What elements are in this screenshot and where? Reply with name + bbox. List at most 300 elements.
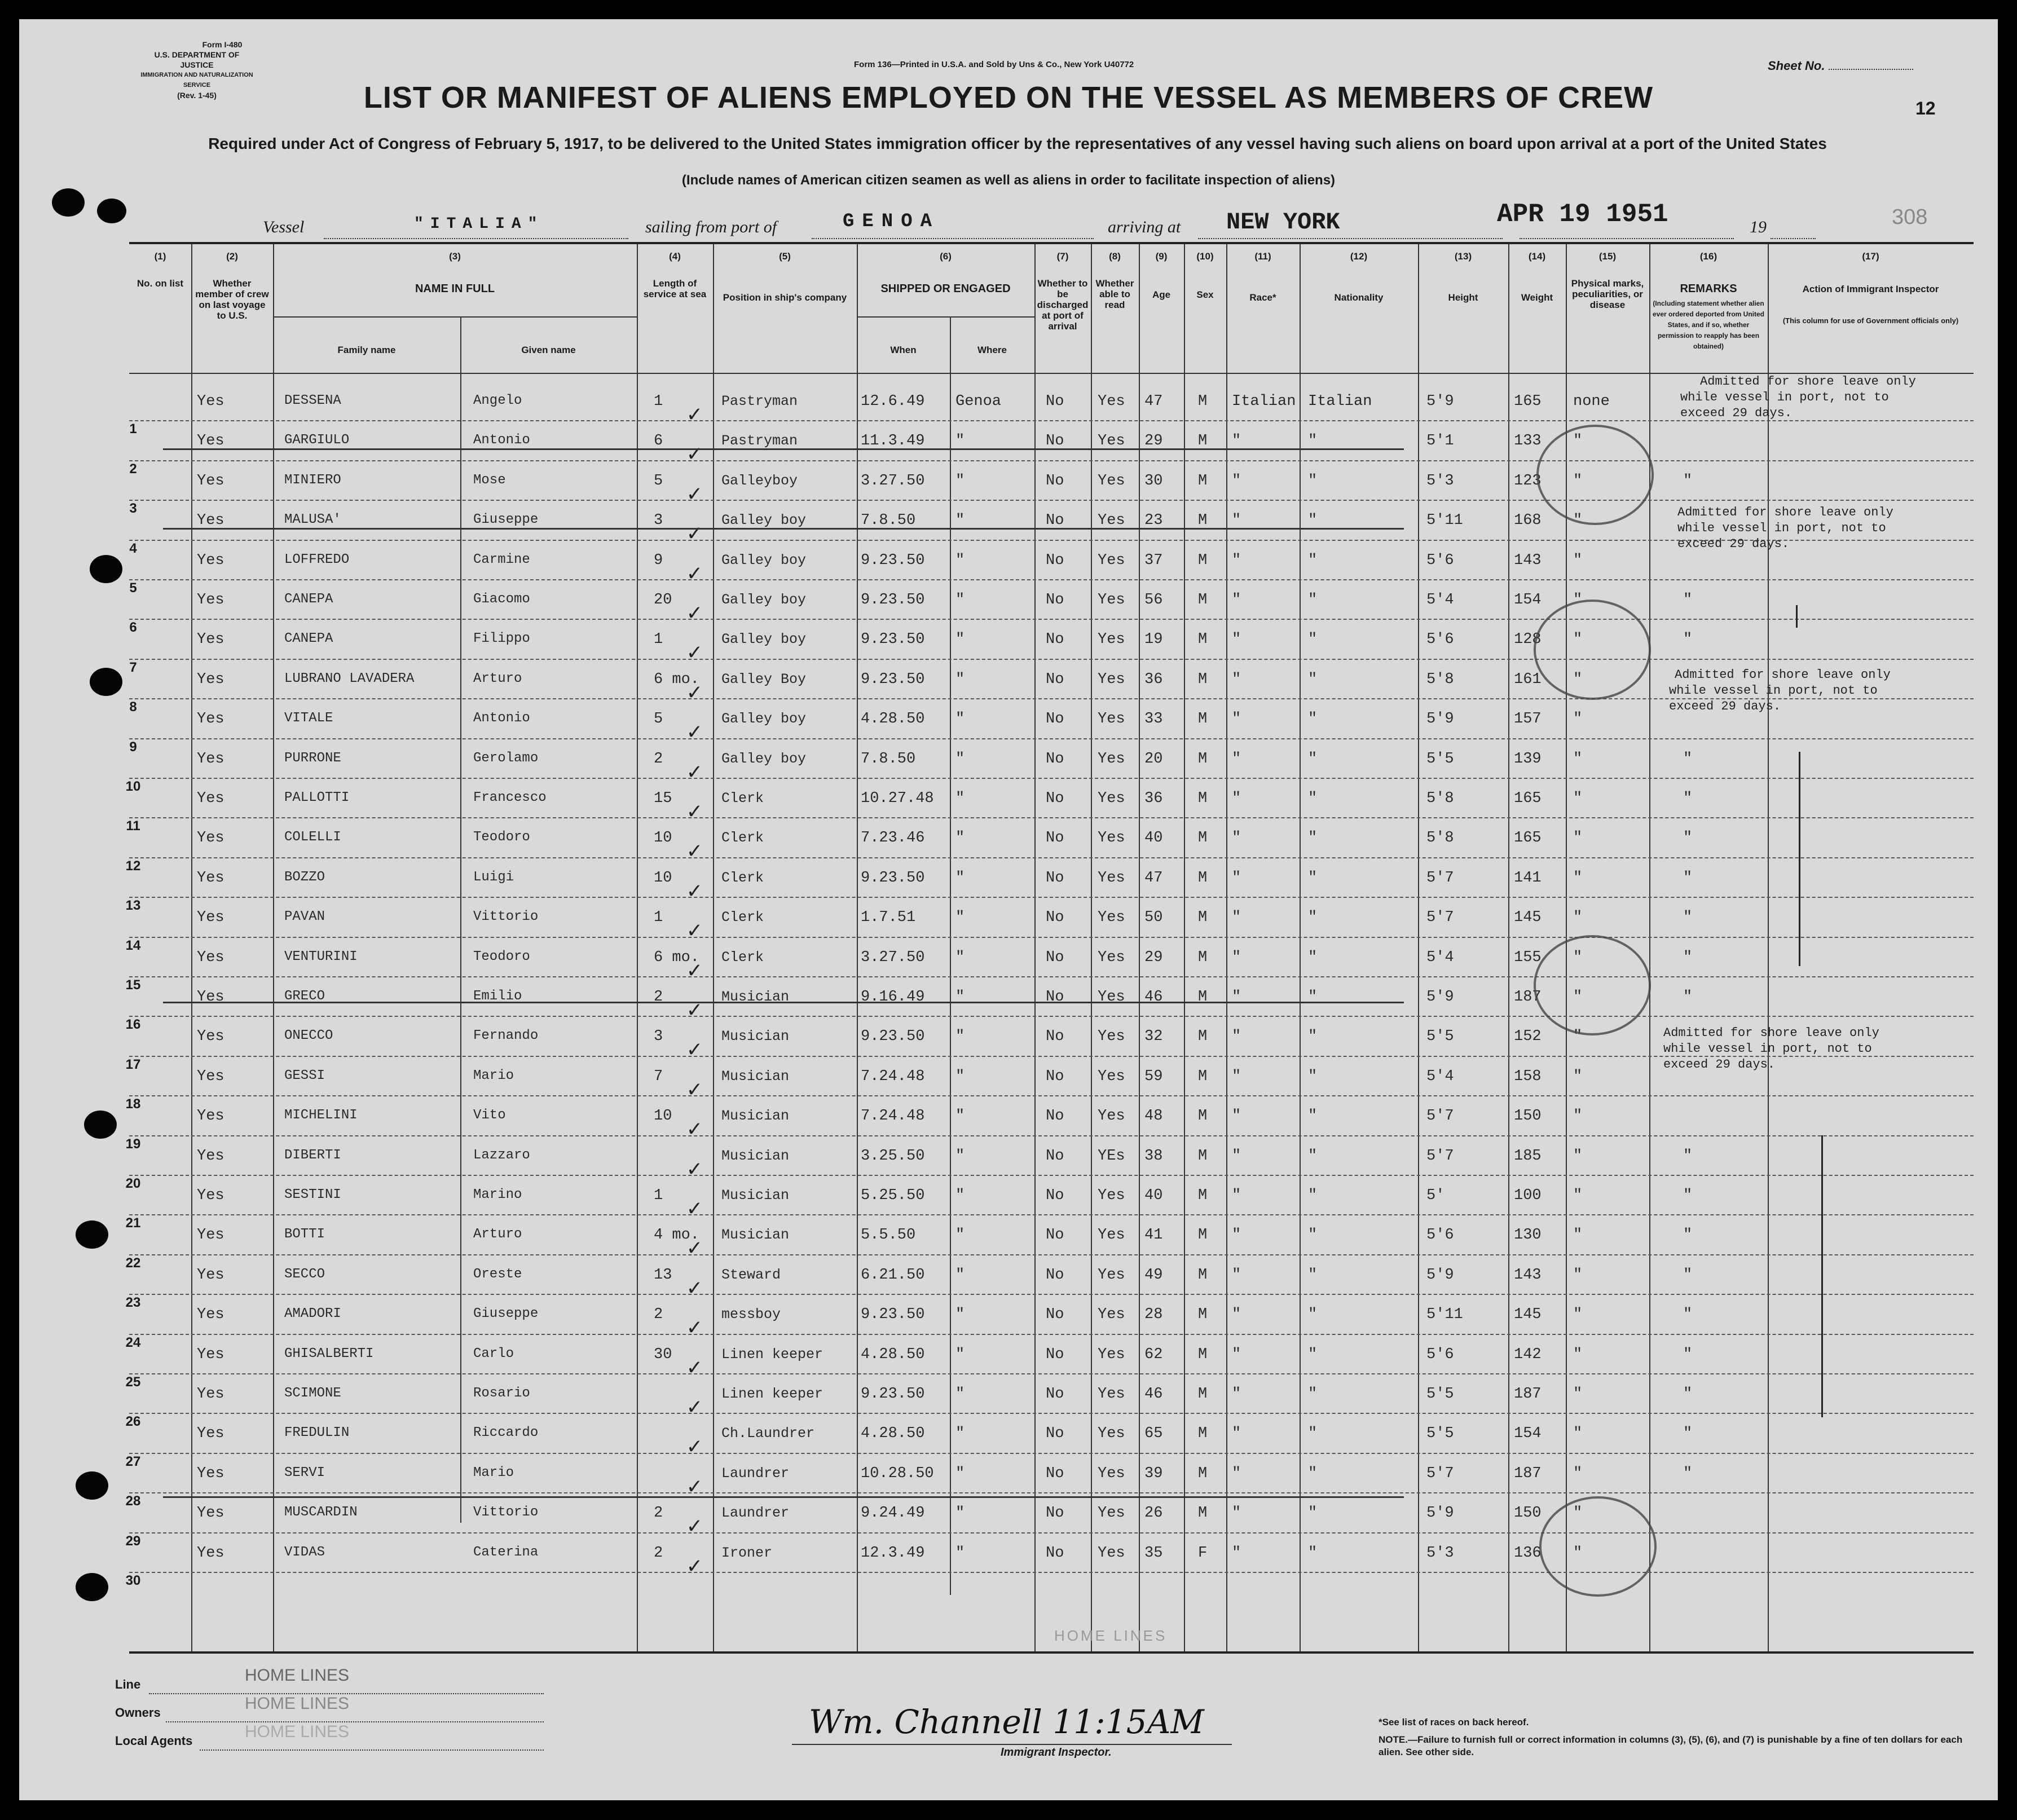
- weight-cell: 133: [1514, 433, 1542, 450]
- stamp-number: 308: [1892, 205, 1928, 229]
- family-name-cell: SESTINI: [284, 1187, 341, 1202]
- shipped-where-cell: ": [955, 1108, 965, 1125]
- remarks-ditto: ": [1683, 592, 1693, 609]
- prev-voyage-cell: Yes: [197, 1266, 224, 1284]
- discharged-cell: No: [1046, 671, 1064, 688]
- column-number-3: (3): [449, 251, 461, 262]
- prev-voyage-cell: Yes: [197, 1465, 224, 1482]
- family-split: [460, 373, 461, 1523]
- shipped-when-cell: 9.16.49: [861, 989, 925, 1006]
- height-cell: 5'3: [1426, 472, 1454, 490]
- prev-voyage-cell: Yes: [197, 1544, 224, 1562]
- row-number: 19: [125, 1136, 141, 1152]
- remarks-ditto: ": [1683, 830, 1693, 847]
- shipped-where-cell: ": [955, 512, 965, 530]
- race-cell: ": [1232, 472, 1241, 490]
- position-cell: Musician: [721, 1147, 790, 1164]
- nationality-cell: ": [1308, 671, 1318, 688]
- check-mark-icon: ✓: [688, 1197, 702, 1223]
- shipped-when-cell: 12.6.49: [861, 393, 925, 410]
- shipped-split: [950, 316, 951, 1595]
- position-cell: Musician: [721, 1227, 790, 1244]
- physical-marks-cell: ": [1573, 869, 1583, 887]
- shipped-where-cell: ": [955, 1306, 965, 1324]
- age-cell: 59: [1144, 1068, 1163, 1085]
- shipped-when-cell: 3.27.50: [861, 472, 925, 490]
- family-name-cell: PAVAN: [284, 909, 325, 925]
- check-mark-icon: ✓: [688, 840, 702, 866]
- position-cell: Ironer: [721, 1544, 773, 1561]
- weight-cell: 145: [1514, 909, 1542, 927]
- discharged-cell: No: [1046, 989, 1064, 1006]
- length-of-service-cell: 15: [654, 790, 672, 807]
- column-header-2: Whether member of crew on last voyage to U.S.: [195, 278, 269, 321]
- length-of-service-cell: 1: [654, 1187, 663, 1204]
- height-cell: 5'8: [1426, 790, 1454, 807]
- remarks-ditto: ": [1683, 1187, 1693, 1204]
- family-name-cell: CANEPA: [284, 592, 333, 607]
- sex-cell: M: [1198, 830, 1208, 847]
- check-mark-icon: ✓: [688, 721, 702, 747]
- row-rule: [129, 1135, 1974, 1136]
- row-number: 16: [125, 1017, 141, 1033]
- row-rule: [129, 976, 1974, 977]
- shipped-where-cell: ": [955, 1386, 965, 1403]
- discharged-cell: No: [1046, 1068, 1064, 1085]
- inspector-mark: [1799, 752, 1800, 966]
- physical-marks-cell: ": [1573, 1386, 1583, 1403]
- strike-row-30: [163, 1496, 1404, 1498]
- position-cell: messboy: [721, 1306, 781, 1323]
- sex-cell: M: [1198, 869, 1208, 887]
- physical-marks-cell: ": [1573, 949, 1583, 966]
- discharged-cell: No: [1046, 1227, 1064, 1244]
- given-name-cell: Emilio: [473, 989, 522, 1004]
- sex-cell: M: [1198, 949, 1208, 966]
- race-cell: ": [1232, 1425, 1241, 1443]
- able-to-read-cell: Yes: [1098, 393, 1125, 410]
- shipped-when-cell: 7.23.46: [861, 830, 925, 847]
- shipped-when-cell: 6.21.50: [861, 1266, 925, 1284]
- age-cell: 20: [1144, 750, 1163, 768]
- discharged-cell: No: [1046, 631, 1064, 649]
- column-number-6: (6): [940, 251, 952, 262]
- remarks-ditto: ": [1683, 909, 1693, 927]
- check-mark-icon: ✓: [688, 1316, 702, 1342]
- height-cell: 5'11: [1426, 1306, 1463, 1324]
- given-name-cell: Giuseppe: [473, 512, 539, 528]
- column-rule: [1034, 244, 1036, 1651]
- shipped-where-cell: ": [955, 869, 965, 887]
- race-cell: ": [1232, 1266, 1241, 1284]
- row-number: 17: [125, 1056, 141, 1072]
- height-cell: 5'3: [1426, 1544, 1454, 1562]
- height-cell: 5': [1426, 1187, 1445, 1204]
- row-number: 21: [125, 1215, 141, 1231]
- column-header-10: Sex: [1196, 289, 1214, 300]
- physical-marks-cell: none: [1573, 393, 1610, 410]
- prev-voyage-cell: Yes: [197, 1108, 224, 1125]
- remarks-ditto: ": [1683, 949, 1693, 966]
- year-field-line: [1771, 238, 1816, 239]
- column-number-1: (1): [154, 251, 166, 262]
- check-mark-icon: ✓: [688, 562, 702, 588]
- sex-cell: M: [1198, 512, 1208, 530]
- agents-value: HOME LINES: [245, 1722, 350, 1741]
- discharged-cell: No: [1046, 1306, 1064, 1324]
- row-number: 20: [125, 1176, 141, 1191]
- length-of-service-cell: 10: [654, 1108, 672, 1125]
- height-cell: 5'5: [1426, 1425, 1454, 1443]
- shipped-where-cell: ": [955, 472, 965, 490]
- watermark-home-lines: HOME LINES: [1054, 1627, 1168, 1644]
- able-to-read-cell: Yes: [1098, 671, 1125, 688]
- able-to-read-cell: Yes: [1098, 869, 1125, 887]
- discharged-cell: No: [1046, 1266, 1064, 1284]
- given-name-cell: Filippo: [473, 631, 530, 647]
- physical-marks-cell: ": [1573, 433, 1583, 450]
- prev-voyage-cell: Yes: [197, 592, 224, 609]
- position-cell: Musician: [721, 1187, 790, 1204]
- prev-voyage-cell: Yes: [197, 869, 224, 887]
- length-of-service-cell: 9: [654, 552, 663, 569]
- given-name-cell: Lazzaro: [473, 1147, 530, 1163]
- height-cell: 5'4: [1426, 592, 1454, 609]
- age-cell: 26: [1144, 1505, 1163, 1522]
- physical-marks-cell: ": [1573, 1068, 1583, 1085]
- race-cell: ": [1232, 711, 1241, 728]
- discharged-cell: No: [1046, 433, 1064, 450]
- position-cell: Galley boy: [721, 512, 807, 529]
- row-number: 3: [129, 501, 137, 517]
- age-cell: 23: [1144, 512, 1163, 530]
- row-number: 4: [129, 540, 137, 556]
- position-cell: Galley boy: [721, 552, 807, 569]
- line-label: Line: [115, 1677, 141, 1691]
- year-label: 19: [1750, 218, 1767, 236]
- given-name-cell: Luigi: [473, 869, 514, 885]
- check-mark-icon: ✓: [688, 1515, 702, 1541]
- column-number-15: (15): [1598, 251, 1617, 262]
- check-mark-icon: ✓: [688, 681, 702, 707]
- given-name-cell: Antonio: [473, 433, 530, 448]
- weight-cell: 165: [1514, 790, 1542, 807]
- family-name-cell: DESSENA: [284, 393, 341, 408]
- discharged-cell: No: [1046, 592, 1064, 609]
- able-to-read-cell: Yes: [1098, 1505, 1125, 1522]
- shipped-where-cell: ": [955, 433, 965, 450]
- shipped-where-cell: ": [955, 1028, 965, 1046]
- row-number: 22: [125, 1255, 141, 1271]
- height-cell: 5'5: [1426, 750, 1454, 768]
- prev-voyage-cell: Yes: [197, 1028, 224, 1046]
- column-rule: [1649, 244, 1650, 1651]
- shipped-when-cell: 9.24.49: [861, 1505, 925, 1522]
- nationality-cell: ": [1308, 1147, 1318, 1165]
- given-name-cell: Carmine: [473, 552, 530, 567]
- remarks-ditto: ": [1683, 1147, 1693, 1165]
- height-cell: 5'11: [1426, 512, 1463, 530]
- nationality-cell: ": [1308, 711, 1318, 728]
- column-number-12: (12): [1350, 251, 1368, 262]
- nationality-cell: ": [1308, 909, 1318, 927]
- family-name-cell: LUBRANO LAVADERA: [284, 671, 415, 686]
- sex-cell: M: [1198, 1306, 1208, 1324]
- nationality-cell: ": [1308, 1227, 1318, 1244]
- position-cell: Musician: [721, 1068, 790, 1085]
- row-rule: [129, 778, 1974, 779]
- prev-voyage-cell: Yes: [197, 552, 224, 569]
- race-cell: ": [1232, 1544, 1241, 1562]
- prev-voyage-cell: Yes: [197, 1068, 224, 1085]
- physical-marks-cell: ": [1573, 671, 1583, 688]
- row-number: 24: [125, 1334, 141, 1350]
- race-cell: ": [1232, 592, 1241, 609]
- nationality-cell: ": [1308, 830, 1318, 847]
- row-rule: [129, 1095, 1974, 1096]
- date-field-line: [1520, 238, 1734, 239]
- shipped-where-cell: ": [955, 1227, 965, 1244]
- shipped-where-cell: ": [955, 989, 965, 1006]
- sex-cell: M: [1198, 1068, 1208, 1085]
- prev-voyage-cell: Yes: [197, 433, 224, 450]
- able-to-read-cell: Yes: [1098, 1187, 1125, 1204]
- column-number-17: (17): [1862, 251, 1879, 262]
- page-number: 12: [1915, 98, 1936, 118]
- vessel-label: Vessel: [263, 218, 305, 236]
- inspector-signature: Wm. Channell 11:15AM: [809, 1703, 1204, 1741]
- discharged-cell: No: [1046, 552, 1064, 569]
- able-to-read-cell: Yes: [1098, 1544, 1125, 1562]
- remark-block-4: Admitted for shore leave only while vessel in port, not to exceed 29 days.: [1663, 1026, 1879, 1072]
- family-name-cell: GRECO: [284, 989, 325, 1004]
- race-cell: ": [1232, 1068, 1241, 1085]
- length-of-service-cell: 6 mo.: [654, 949, 700, 966]
- able-to-read-cell: Yes: [1098, 1346, 1125, 1363]
- shipped-where-cell: ": [955, 909, 965, 927]
- able-to-read-cell: Yes: [1098, 552, 1125, 569]
- include-note: (Include names of American citizen seamen as well as aliens in order to facilitate inspection of aliens): [681, 173, 1336, 188]
- position-cell: Clerk: [721, 909, 764, 926]
- remarks-ditto: ": [1683, 750, 1693, 768]
- discharged-cell: No: [1046, 830, 1064, 847]
- sex-cell: M: [1198, 433, 1208, 450]
- sailing-value: GENOA: [843, 211, 940, 232]
- shipped-when-cell: 11.3.49: [861, 433, 925, 450]
- physical-marks-cell: ": [1573, 552, 1583, 569]
- weight-cell: 155: [1514, 949, 1542, 966]
- column-header-1: No. on list: [136, 278, 184, 289]
- shipped-where-cell: ": [955, 671, 965, 688]
- check-mark-icon: ✓: [688, 1237, 702, 1263]
- sex-cell: M: [1198, 393, 1208, 410]
- sheet-number-field[interactable]: [1829, 69, 1913, 70]
- age-cell: 46: [1144, 1386, 1163, 1403]
- row-rule: [129, 738, 1974, 739]
- check-mark-icon: ✓: [688, 641, 702, 667]
- nationality-cell: ": [1308, 472, 1318, 490]
- given-name-cell: Caterina: [473, 1544, 539, 1560]
- shipped-when-cell: 7.8.50: [861, 512, 916, 530]
- failure-note: NOTE.—Failure to furnish full or correct information in columns (3), (5), (6), and (7) is punishable by a fine of ten dollars for each alien. See other side.: [1379, 1734, 1963, 1757]
- shipped-when-cell: 3.25.50: [861, 1147, 925, 1165]
- race-cell: ": [1232, 1386, 1241, 1403]
- length-of-service-cell: 1: [654, 909, 663, 927]
- family-name-cell: MINIERO: [284, 472, 341, 488]
- able-to-read-cell: Yes: [1098, 711, 1125, 728]
- discharged-cell: No: [1046, 750, 1064, 768]
- prev-voyage-cell: Yes: [197, 1147, 224, 1165]
- row-rule: [129, 897, 1974, 898]
- discharged-cell: No: [1046, 393, 1064, 410]
- shipped-where-cell: ": [955, 1266, 965, 1284]
- age-cell: 65: [1144, 1425, 1163, 1443]
- binder-hole: [52, 188, 85, 217]
- sailing-label: sailing from port of: [645, 218, 777, 236]
- family-name-cell: BOZZO: [284, 869, 325, 885]
- nationality-cell: ": [1308, 989, 1318, 1006]
- shipped-when-cell: 9.23.50: [861, 552, 925, 569]
- race-cell: ": [1232, 1187, 1241, 1204]
- shipped-when-cell: 9.23.50: [861, 631, 925, 649]
- family-name-cell: FREDULIN: [284, 1425, 350, 1441]
- sex-cell: M: [1198, 671, 1208, 688]
- physical-marks-cell: ": [1573, 1465, 1583, 1482]
- able-to-read-cell: Yes: [1098, 790, 1125, 807]
- length-of-service-cell: 1: [654, 631, 663, 649]
- position-cell: Clerk: [721, 830, 764, 847]
- age-cell: 28: [1144, 1306, 1163, 1324]
- weight-cell: 187: [1514, 989, 1542, 1006]
- able-to-read-cell: Yes: [1098, 1028, 1125, 1046]
- when-header: When: [890, 345, 917, 355]
- discharged-cell: No: [1046, 1544, 1064, 1562]
- races-note: *See list of races on back hereof.: [1379, 1717, 1529, 1728]
- prev-voyage-cell: Yes: [197, 949, 224, 966]
- weight-cell: 154: [1514, 592, 1542, 609]
- sheet-label: Sheet No.: [1768, 59, 1825, 73]
- sex-cell: F: [1198, 1544, 1208, 1562]
- shipped-when-cell: 9.23.50: [861, 671, 925, 688]
- weight-cell: 187: [1514, 1386, 1542, 1403]
- age-cell: 47: [1144, 869, 1163, 887]
- column-number-11: (11): [1254, 251, 1271, 262]
- remarks-ditto: ": [1683, 1386, 1693, 1403]
- given-name-cell: Mario: [473, 1465, 514, 1480]
- row-rule: [129, 1532, 1974, 1533]
- age-cell: 40: [1144, 1187, 1163, 1204]
- check-mark-icon: ✓: [688, 1038, 702, 1064]
- check-mark-icon: ✓: [688, 1078, 702, 1104]
- remarks-ditto: ": [1683, 1227, 1693, 1244]
- shipped-when-cell: 9.23.50: [861, 592, 925, 609]
- row-number: 25: [125, 1374, 141, 1390]
- nationality-cell: ": [1308, 1266, 1318, 1284]
- discharged-cell: No: [1046, 1346, 1064, 1363]
- age-cell: 37: [1144, 552, 1163, 569]
- shipped-when-cell: 9.23.50: [861, 1386, 925, 1403]
- shipped-where-cell: ": [955, 1147, 965, 1165]
- check-mark-icon: ✓: [688, 879, 702, 905]
- physical-marks-cell: ": [1573, 830, 1583, 847]
- nationality-cell: ": [1308, 1028, 1318, 1046]
- family-name-cell: GESSI: [284, 1068, 325, 1083]
- shipped-where-cell: ": [955, 750, 965, 768]
- nationality-cell: ": [1308, 1505, 1318, 1522]
- position-cell: Clerk: [721, 869, 764, 886]
- race-cell: ": [1232, 1227, 1241, 1244]
- able-to-read-cell: Yes: [1098, 472, 1125, 490]
- race-cell: ": [1232, 909, 1241, 927]
- able-to-read-cell: Yes: [1098, 433, 1125, 450]
- row-number: 1: [129, 421, 137, 437]
- column-rule: [1418, 244, 1419, 1651]
- discharged-cell: No: [1046, 949, 1064, 966]
- shipped-where-cell: ": [955, 631, 965, 649]
- binder-hole: [84, 1110, 117, 1139]
- form-id: Form I-480: [202, 40, 243, 49]
- discharged-cell: No: [1046, 711, 1064, 728]
- check-mark-icon: ✓: [688, 1276, 702, 1302]
- weight-cell: 145: [1514, 1306, 1542, 1324]
- column-number-14: (14): [1528, 251, 1546, 262]
- length-of-service-cell: 13: [654, 1266, 672, 1284]
- length-of-service-cell: 20: [654, 592, 672, 609]
- given-name-cell: Giuseppe: [473, 1306, 539, 1322]
- shipped-when-cell: 9.23.50: [861, 869, 925, 887]
- height-cell: 5'7: [1426, 1108, 1454, 1125]
- position-cell: Steward: [721, 1266, 781, 1283]
- position-cell: Pastryman: [721, 433, 798, 450]
- family-name-cell: CANEPA: [284, 631, 333, 647]
- prev-voyage-cell: Yes: [197, 472, 224, 490]
- family-name-cell: SCIMONE: [284, 1386, 341, 1401]
- sex-cell: M: [1198, 989, 1208, 1006]
- length-of-service-cell: 3: [654, 512, 663, 530]
- shipped-where-cell: ": [955, 830, 965, 847]
- family-name-cell: AMADORI: [284, 1306, 341, 1322]
- column-number-8: (8): [1109, 251, 1121, 262]
- where-header: Where: [977, 345, 1007, 355]
- crew-table: [125, 242, 1974, 1654]
- column-header-8: Whether able to read: [1095, 278, 1134, 310]
- column-rule: [1226, 244, 1227, 1651]
- shipped-when-cell: 12.3.49: [861, 1544, 925, 1562]
- shipped-when-cell: 4.28.50: [861, 1346, 925, 1363]
- remarks-ditto: ": [1683, 790, 1693, 807]
- shipped-where-cell: ": [955, 1505, 965, 1522]
- nationality-cell: ": [1308, 869, 1318, 887]
- sex-cell: M: [1198, 1266, 1208, 1284]
- column-header-13: Height: [1448, 292, 1478, 303]
- race-cell: ": [1232, 631, 1241, 649]
- given-name-cell: Mario: [473, 1068, 514, 1083]
- remarks-ditto: ": [1683, 631, 1693, 649]
- prev-voyage-cell: Yes: [197, 909, 224, 927]
- age-cell: 38: [1144, 1147, 1163, 1165]
- length-of-service-cell: 10: [654, 869, 672, 887]
- length-of-service-cell: 2: [654, 750, 663, 768]
- row-rule: [129, 857, 1974, 858]
- remarks-ditto: ": [1683, 989, 1693, 1006]
- discharged-cell: No: [1046, 1505, 1064, 1522]
- position-cell: Galley Boy: [721, 671, 807, 688]
- row-number: 13: [125, 898, 141, 914]
- height-cell: 5'5: [1426, 1028, 1454, 1046]
- length-of-service-cell: 3: [654, 1028, 663, 1046]
- height-cell: 5'6: [1426, 1227, 1454, 1244]
- given-name-cell: Teodoro: [473, 949, 530, 964]
